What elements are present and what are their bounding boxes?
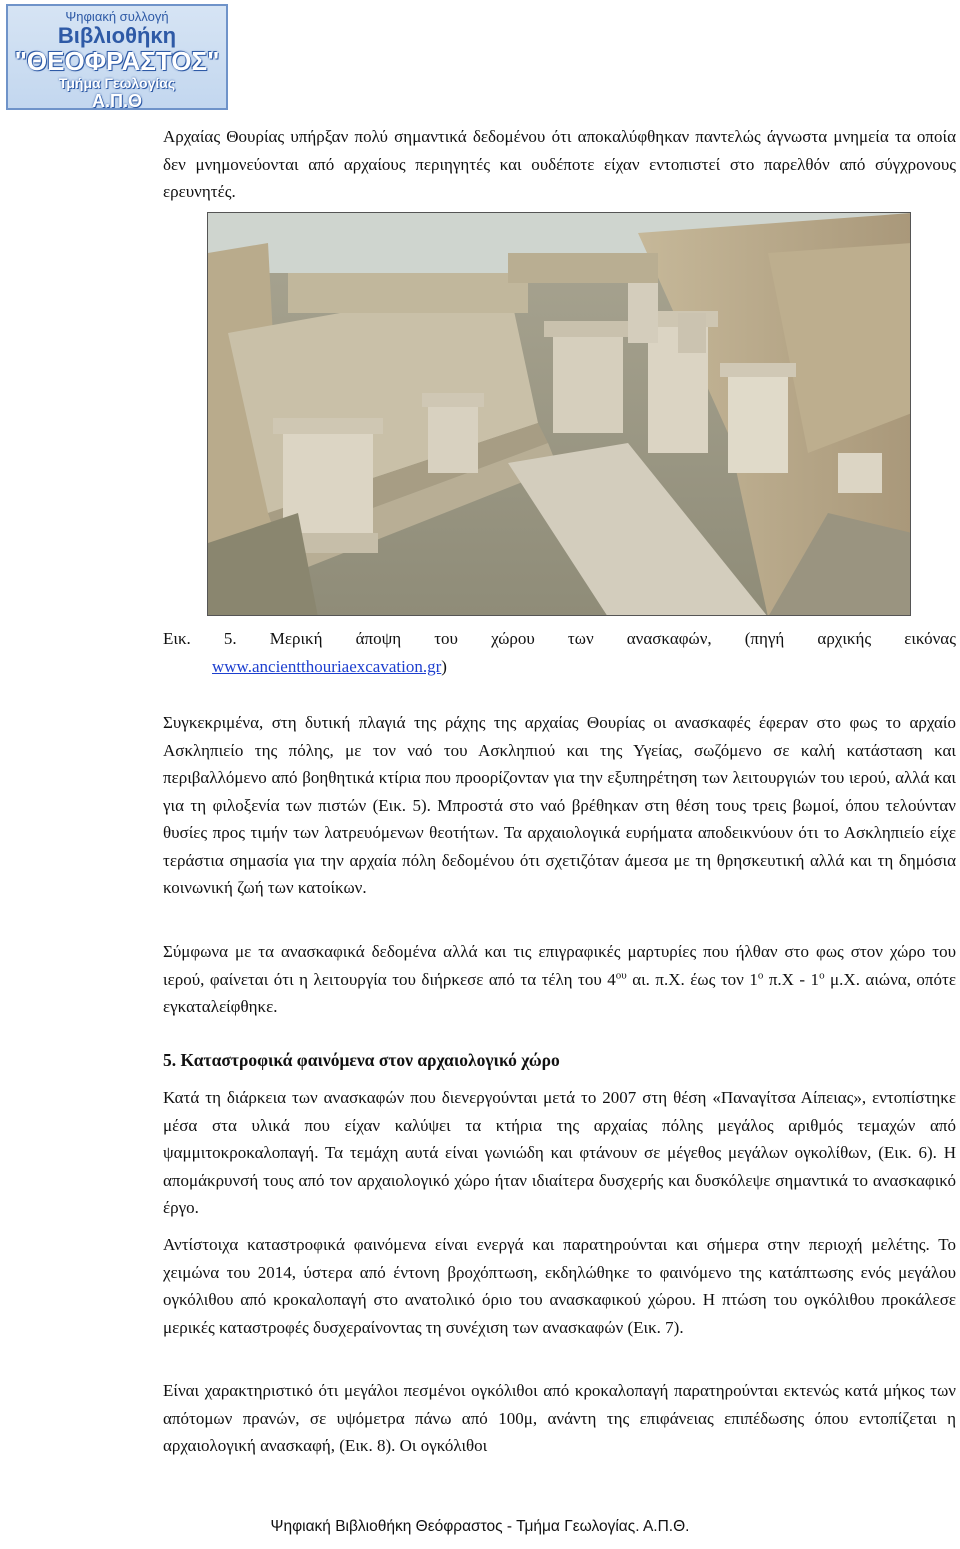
superscript-o: ο — [819, 968, 825, 981]
paragraph-rockfall-2014: Αντίστοιχα καταστροφικά φαινόμενα είναι ενεργά και παρατηρούνται και σήμερα στην περιοχή μελέτης. Το χειμώνα του 2014, ύστερα από έντονη βροχόπτωση, εκδηλώθηκε το φαινόμενο της κατάπτωσης ενός μεγάλου ογκόλιθου από κροκαλοπαγή στο ανατολικό όριο του ανασκαφικού χώρου. Η πτώση του ογκόλιθου προκάλεσε μερικές καταστροφές δυσχεραίνοντας τη συνέχιση των ανασκαφών (Εικ. 7). — [163, 1235, 956, 1337]
paragraph-asklepieion: Συγκεκριμένα, στη δυτική πλαγιά της ράχης της αρχαίας Θουρίας οι ανασκαφές έφεραν στο φως το αρχαίο Ασκληπιείο της πόλης, με τον ναό του Ασκληπιού και της Υγείας, σωζόμενο σε καλή κατάσταση και περιβαλλόμενο από βοηθητικά κτίρια που προορίζονταν για την εξυπηρέτηση των λειτουργιών του ιερού, αλλά και για τη φιλοξενία των πιστών (Εικ. 5). Μπροστά στο ναό βρέθηκαν στη θέση τους τρεις βωμοί, όπου τελούνταν θυσίες προς τιμήν των λατρευόμενων θεοτήτων. Τα αρχαιολογικά ευρήματα αποδεικνύουν ότι το Ασκληπιείο είχε τεράστια σημασία για την αρχαία πόλη δεδομένου ότι σχετιζόταν άμεσα με τη θρησκευτική αλλά και τη δημόσια κοινωνική ζωή των κατοίκων. — [163, 713, 956, 897]
stamp-line-5: Α.Π.Θ — [91, 91, 142, 111]
chronology-text-4: μ.Χ. αιώνα, οπότε εγκαταλείφθηκε. — [163, 969, 956, 1016]
superscript-o: ο — [757, 968, 764, 981]
excavation-photo — [207, 212, 911, 616]
caption-word: ανασκαφών, — [626, 629, 712, 648]
caption-word: άποψη — [355, 629, 402, 648]
caption-word: Εικ. — [163, 629, 191, 648]
chronology-text-3: π.Χ - 1 — [763, 969, 820, 989]
stamp-line-1: Ψηφιακή συλλογή — [65, 9, 169, 24]
caption-word: αρχικής — [817, 629, 872, 648]
library-stamp-logo — [6, 4, 228, 110]
superscript-ou: ου — [615, 968, 627, 981]
figure-caption — [163, 625, 956, 681]
caption-word: χώρου — [491, 629, 535, 648]
caption-word: του — [434, 629, 458, 648]
caption-word: (πηγή — [744, 629, 785, 648]
paragraph-chronology — [163, 938, 956, 1021]
chronology-text-2: αι. π.Χ. έως τον 1 — [626, 969, 758, 989]
page-footer: Ψηφιακή Βιβλιοθήκη Θεόφραστος - Τμήμα Γεωλογίας. Α.Π.Θ. — [270, 1518, 690, 1535]
chronology-text-1: Σύμφωνα με τα ανασκαφικά δεδομένα αλλά και τις επιγραφικές μαρτυρίες που ήλθαν στο φως στον χώρο του ιερού, φαίνεται ότι η λειτουργία του διήρκεσε από τα τέλη του 4 — [163, 942, 956, 989]
caption-close-paren: ) — [441, 657, 447, 676]
caption-word: των — [567, 629, 594, 648]
paragraph-boulders: Είναι χαρακτηριστικό ότι μεγάλοι πεσμένοι ογκόλιθοι από κροκαλοπαγή παρατηρούνται εκτενώς κατά μήκος των απότομων πρανών, σε υψόμετρα πάνω από 100μ, ανάντη της επιφάνειας επιπέδωσης όπου εντοπίζεται η αρχαιολογική ανασκαφή, (Εικ. 8). Οι ογκόλιθοι — [163, 1381, 956, 1455]
caption-word: 5. — [223, 629, 237, 648]
stamp-line-4: Τμήμα Γεωλογίας — [58, 75, 176, 91]
caption-line-2 — [163, 653, 956, 681]
caption-word: εικόνας — [904, 629, 956, 648]
source-link[interactable]: www.ancientthouriaexcavation.gr — [212, 657, 442, 676]
caption-line-1 — [163, 625, 956, 653]
paragraph-excavations-2007: Κατά τη διάρκεια των ανασκαφών που διενεργούνται μετά το 2007 στη θέση «Παναγίτσα Αίπειας», εντοπίστηκε μέσα στα υλικά που είχαν καλύψει τα κτήρια της αρχαίας πόλης μεγάλος αριθμός τεμαχών από ψαμμιτοκροκαλοπαγή. Τα τεμάχη αυτά είναι γωνιώδη και φτάνουν σε μέγεθος μεγάλων ογκολίθων, (Εικ. 6). Η απομάκρυνσή τους από τον αρχαιολογικό χώρο ήταν ιδιαίτερα δυσχερής και δυσκόλεψε σημαντικά το ανασκαφικό έργο. — [163, 1088, 956, 1217]
excavation-photo-drawing — [208, 213, 911, 616]
section-heading: 5. Καταστροφικά φαινόμενα στον αρχαιολογικό χώρο — [163, 1050, 560, 1070]
stamp-line-3: "ΘΕΟΦΡΑΣΤΟΣ" — [14, 46, 220, 76]
caption-word: Μερική — [269, 629, 323, 648]
stamp-line-2: Βιβλιοθήκη — [57, 23, 177, 48]
intro-paragraph: Αρχαίας Θουρίας υπήρξαν πολύ σημαντικά δεδομένου ότι αποκαλύφθηκαν παντελώς άγνωστα μνημεία τα οποία δεν μνημονεύονται από αρχαίους περιηγητές και ουδέποτε είχαν εντοπιστεί στο παρελθόν από σύγχρονους ερευνητές. — [163, 127, 956, 201]
